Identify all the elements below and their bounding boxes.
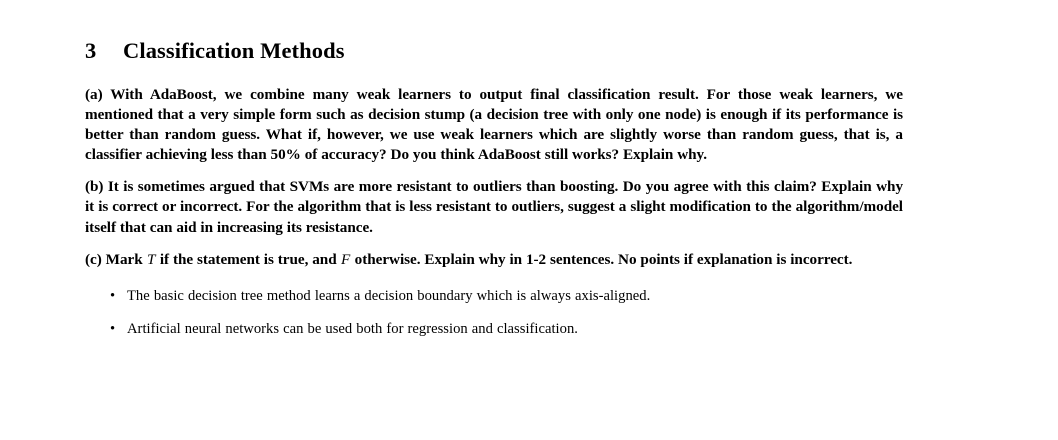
false-symbol: F [341, 250, 351, 268]
bullet-icon: • [110, 287, 116, 304]
section-title: Classification Methods [123, 38, 345, 63]
statement-list [85, 270, 903, 339]
bullet-icon: • [110, 320, 116, 337]
paragraph-b: (b) It is sometimes argued that SVMs are more resistant to outliers than boosting. Do you agree with this claim? Explain why it is correct or incorrect. For the algorithm that is less resistant to outliers, suggest a slight modification to the algorithm/model itself that can aid in increasing its resistance. [85, 178, 903, 236]
paragraph-c-part3: otherwise. Explain why in 1-2 sentences. No points if explanation is incorrect. [350, 250, 853, 268]
list-item [85, 287, 903, 306]
section-heading [85, 0, 903, 64]
paragraph-c-part2: if the statement is true, and [155, 250, 341, 268]
section-number: 3 [85, 38, 97, 63]
paragraph-a: (a) With AdaBoost, we combine many weak learners to output final classification result. For those weak learners, we mentioned that a very simple form such as decision stump (a decision tree with only one node) is enough if its performance is better than random guess. What if, however, we use weak learners which are slightly worse than random guess, that is, a classifier achieving less than 50% of accuracy? Do you think AdaBoost still works? Explain why. [85, 86, 903, 164]
list-item-text: The basic decision tree method learns a decision boundary which is always axis-aligned. [127, 287, 651, 304]
paragraph-c-part1: (c) Mark [85, 250, 147, 268]
paragraph-c [85, 238, 903, 270]
document-content [85, 0, 903, 339]
true-symbol: T [147, 250, 156, 268]
list-item [85, 320, 903, 339]
list-item-text: Artificial neural networks can be used both for regression and classification. [127, 320, 578, 337]
